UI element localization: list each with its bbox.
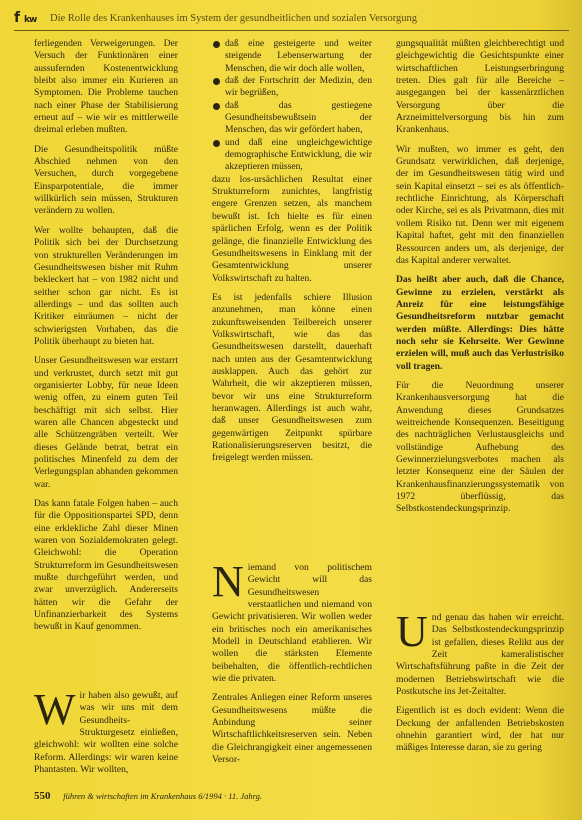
paragraph: Das kann fatale Folgen haben – auch für die Oppositionspartei SPD, denn eine erklekliche Zahl dieser Minen waren von Sozialdemokraten gelegt. Gleichwohl: die Operation Strukturreform im Gesundheitswesen mußte durchgeführt werden, und zwar unverzüglich. Andererseits hätten wir die Gefahr der Unfinanzierbarkeit des Systems bewußt in Kauf genommen.: [34, 498, 178, 633]
paragraph: Es ist jedenfalls schiere Illusion anzunehmen, man könne einen zukunftsweisenden Teilbereich unserer Volkswirtschaft, wie das das Gesundheitswesen darstellt, dauerhaft nach unten aus der Gesamtentwicklung ausklappen. Auch das gehört zur Wahrheit, die wir akzeptieren müssen, bevor wir uns eine Strukturreform heranwagen. Allerdings ist auch wahr, daß unser Gesundheitswesen zum gegenwärtigen Zeitpunkt spürbare Rationalisierungsreserven besitzt, die freigelegt werden müssen.: [212, 291, 372, 464]
paragraph: Zentrales Anliegen einer Reform unseres Gesundheitswesens müßte die Anbindung seiner Wirtschaftlichkeitsreserven sein. Neben die Gleichrangigkeit einer angemessenen Versor-: [212, 692, 372, 766]
page-footer: [34, 790, 262, 802]
paragraph: ferliegenden Verweigerungen. Der Versuch der Funktionären einer aussufernden Kostenentwicklung bleibt also immer ein Kurieren an Symptomen. Die Probleme tauchen nach einer Phase der Stabilisierung erneut auf – wie wir es mittlerweile dreimal erleben mußten.: [34, 38, 178, 136]
paragraph: Wir mußten, wo immer es geht, den Grundsatz verwirklichen, daß derjenige, der im Gesundheitswesen tätig wird und sein Kapital einsetzt – sei es als öffentlich-rechtliche Einrichtung, als Körperschaft oder Kirche, sei es als Privatmann, dies mit vollem Risiko tut. Denn wer mit eigenem Kapital haftet, geht mit den finanziellen Ressourcen anders um, als derjenige, der das Kapital anderer verwaltet.: [396, 143, 564, 266]
paragraph: nd genau das haben wir erreicht. Das Selbstkostendeckungsprinzip ist gefallen, dieses Relikt aus der Zeit kameralistischer Wirtschaftsführung paßte in die Zeit der modernen Betriebswirtschaft wie die Postkutsche ins Jet-Zeitalter.: [396, 612, 564, 698]
paragraph: dazu los-ursächlichen Resultat einer Strukturreform zunichtes, langfristig engere Grenzen setzen, als manchem bewußt ist. Ich hielte es für einen spärlichen Erfolg, wenn es der Politik gelänge, die finanzielle Entwicklung des Gesundheitswesens in Einklang mit der Gesamtentwicklung unserer Volkswirtschaft zu halten.: [212, 173, 372, 284]
page-number: 550: [34, 790, 51, 802]
drop-cap: U: [396, 607, 428, 656]
drop-cap: W: [34, 685, 76, 734]
column-3-drop-paragraph: [396, 607, 564, 762]
emphasis-paragraph: Das heißt aber auch, daß die Chance, Gewinne zu erzielen, verstärkt als Anreiz für eine leistungsfähige Gesundheitsreform nutzbar gemacht werden müßte. Allerdings: Dies hätte noch sehr sie Kehrseite. Wer Gewinne erzielen will, muß auch das Verlustrisiko voll tragen.: [396, 274, 564, 372]
list-item: daß der Fortschritt der Medizin, den wir begrüßen,: [225, 75, 372, 99]
column-1: [34, 38, 178, 641]
paragraph: Die Gesundheitspolitik müßte Abschied nehmen von den Versuchen, durch vorgegebene Einsparpotentiale, die immer willkürlich sein müssen, Strukturen verändern zu wollen.: [34, 143, 178, 217]
running-title: Die Rolle des Krankenhauses im System der gesundheitlichen und sozialen Versorgung: [50, 13, 418, 24]
column-2-drop-paragraph: [212, 557, 372, 774]
list-item: daß eine gesteigerte und weiter steigende Lebenserwartung der Menschen, die wir doch alle wollen,: [225, 38, 372, 74]
list-item: daß das gestiegene Gesundheitsbewußtsein der Menschen, das wir gefördert haben,: [225, 99, 372, 136]
publisher-logo: f kw: [14, 10, 37, 26]
paragraph: ir haben also gewußt, auf was wir uns mit dem Gesundheits-Strukturgesetz einließen, gleichwohl: wir wollten eine solche Reform. Allerdings: wir waren keine Phantasten. Wir wollten,: [34, 690, 178, 776]
paragraph: gungsqualität müßten gleichberechtigt und gleichgewichtig die Gesichtspunkte einer wirtschaftlichen Leistungserbringung treten. Dies galt für alle Bereiche – ausgegangen bei der kassenärztlichen Versorgung über die Arzneimittelversorgung bis hin zum Krankenhaus.: [396, 38, 564, 136]
page-header: [14, 10, 569, 31]
column-1-drop-paragraph: [34, 685, 178, 783]
paragraph: Für die Neuordnung unserer Krankenhausversorgung hat die Anwendung dieses Grundsatzes weitreichende Konsequenzen. Beseitigung des nachträglichen Verlustausgleichs und vollständige Aufhebung des Gewinnerzielungsverbotes machen als letzter Konsequenz eine der Säulen der Krankenhausfinanzierungssystematik von 1972 überflüssig, das Selbstkostendeckungsprinzip.: [396, 379, 564, 515]
paragraph: iemand von politischem Gewicht will das Gesundheitswesen verstaatlichen und niemand von Gewicht privatisieren. Wir wollen weder ein britisches noch ein amerikanisches Modell in Deutschland etablieren. Wir wollen die stärksten Elemente beibehalten, die öffentlich-rechtlichen wie die privaten.: [212, 562, 372, 685]
column-3: [396, 38, 564, 523]
drop-cap: N: [212, 557, 244, 606]
paragraph: Wer wollte behaupten, daß die Politik sich bei der Durchsetzung von strukturellen Veränderungen im Gesundheitswesen bisher mit Ruhm bekleckert hat – von 1982 nicht und seither schon gar nicht. Es ist allerdings – und das sollten auch Kritiker einräumen – nicht der schwierigsten Vorhaben, das die Politik überhaupt zu bieten hat.: [34, 224, 178, 347]
bullet-list: [212, 38, 372, 174]
list-item: und daß eine ungleichgewichtige demographische Entwicklung, die wir akzeptieren müssen,: [225, 136, 372, 173]
paragraph: Eigentlich ist es doch evident: Wenn die Deckung der anfallenden Betriebskosten ohnehin garantiert wird, der hat nur mäßiges Interesse daran, sie zu gering: [396, 705, 564, 754]
paragraph: Unser Gesundheitswesen war erstarrt und verkrustet, durch setzt mit gut organisierter Lobby, für neue Ideen wenig offen, zu einem guten Teil beschäftigt mit sich selbst. Hier waren alle Chancen abgesteckt und alle Schützengräben verteilt. Wer dieses Gelände betrat, betrat ein politisches Minenfeld zu dem der Verlegungsplan abhanden gekommen war.: [34, 355, 178, 490]
column-2: [212, 38, 372, 472]
source-line: führen & wirtschaften im Krankenhaus 6/1994 · 11. Jahrg.: [63, 791, 262, 801]
